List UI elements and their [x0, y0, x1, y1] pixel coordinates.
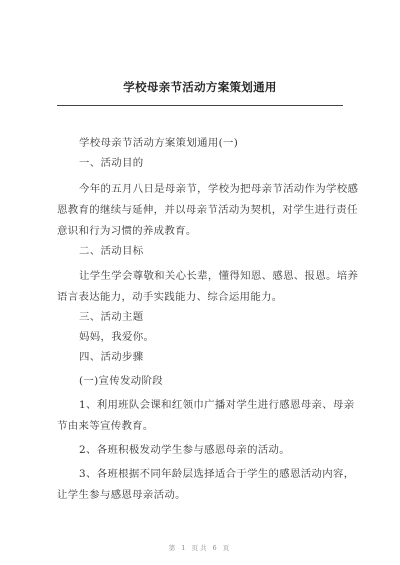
paragraph-line: 恩教育的继续与延伸，并以母亲节活动为契机，对学生进行责任	[57, 204, 358, 216]
section-heading-goal: 二、活动目标	[79, 245, 144, 257]
paragraph-line: 节由来等宣传教育。	[57, 420, 154, 432]
section-heading-purpose: 一、活动目的	[79, 157, 144, 169]
paragraph-line: 1、利用班队会课和红领巾广播对学生进行感恩母亲、母亲	[79, 399, 355, 411]
document-title: 学校母亲节活动方案策划通用	[123, 80, 277, 94]
paragraph-line: 让学生学会尊敬和关心长辈，懂得知恩、感恩、报恩。培养	[79, 270, 359, 282]
paragraph-line: 让学生参与感恩母亲活动。	[57, 489, 186, 501]
section-heading-steps: 四、活动步骤	[79, 351, 144, 363]
section-heading-theme: 三、活动主题	[79, 311, 144, 323]
paragraph-line: 妈妈，我爱你。	[79, 331, 155, 343]
paragraph-line: 意识和行为习惯的养成教育。	[57, 225, 197, 237]
paragraph-line: 语言表达能力，动手实践能力、综合运用能力。	[57, 291, 283, 303]
page-number: 第 1 页共 6 页	[168, 544, 232, 552]
paragraph-line: 3、各班根据不同年龄层选择适合于学生的感恩活动内容，	[79, 468, 355, 480]
subtitle-line: 学校母亲节活动方案策划通用(一)	[79, 137, 239, 149]
title-divider	[57, 105, 343, 106]
paragraph-line: 今年的五月八日是母亲节，学校为把母亲节活动作为学校感	[79, 183, 359, 195]
paragraph-line: 2、各班积极发动学生参与感恩母亲的活动。	[79, 444, 291, 456]
subsection-heading: (一)宣传发动阶段	[79, 375, 163, 387]
